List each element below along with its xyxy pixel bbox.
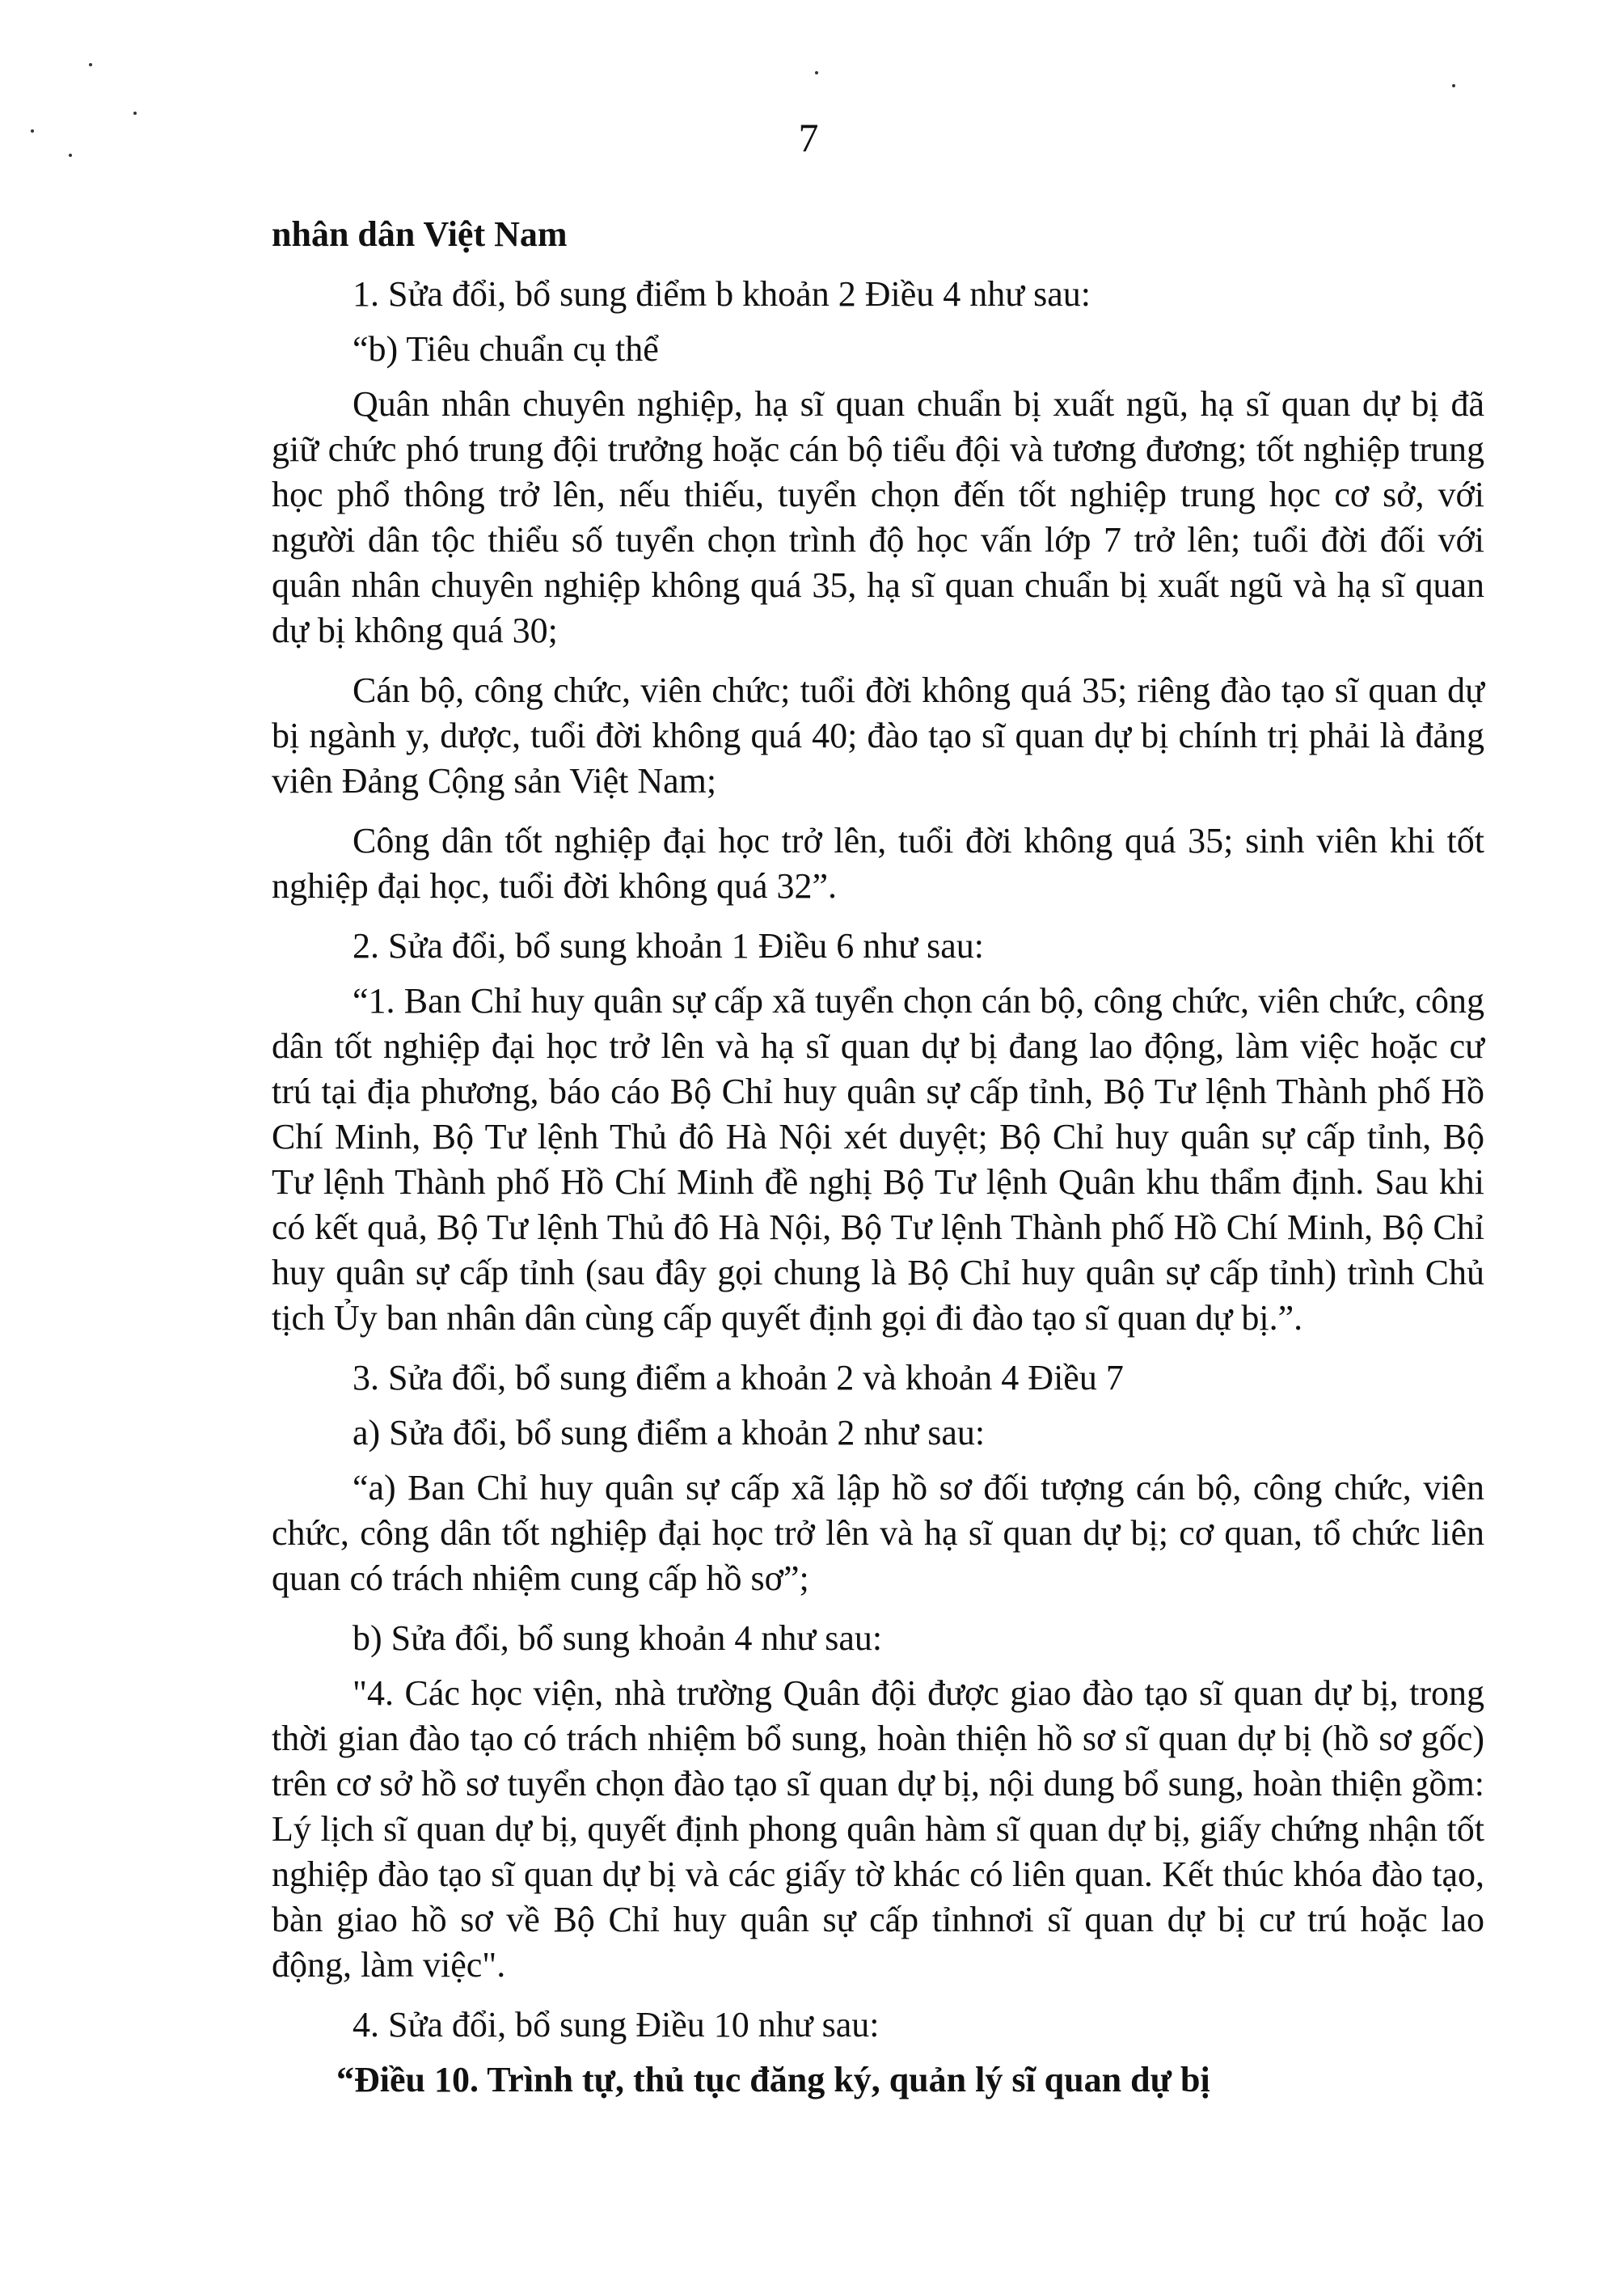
quoted-point-b: “b) Tiêu chuẩn cụ thể bbox=[353, 329, 659, 369]
amendment-item-1: 1. Sửa đổi, bổ sung điểm b khoản 2 Điều 4 như sau: bbox=[353, 274, 1091, 314]
criteria-paragraph-military: Quân nhân chuyên nghiệp, hạ sĩ quan chuẩn bị xuất ngũ, hạ sĩ quan dự bị đã giữ chức phó trung đội trưởng hoặc cán bộ tiểu đội và tương đương; tốt nghiệp trung học phổ thông trở lên, nếu thiếu, tuyển chọn đến tốt nghiệp trung học cơ sở, với người dân tộc thiểu số tuyển chọn trình độ học vấn lớp 7 trở lên; tuổi đời đối với quân nhân chuyên nghiệp không quá 35, hạ sĩ quan chuẩn bị xuất ngũ và hạ sĩ quan dự bị không quá 30; bbox=[272, 384, 1484, 650]
quoted-point-a: “a) Ban Chỉ huy quân sự cấp xã lập hồ sơ đối tượng cán bộ, công chức, viên chức, công dân tốt nghiệp đại học trở lên và hạ sĩ quan dự bị; cơ quan, tổ chức liên quan có trách nhiệm cung cấp hồ sơ”; bbox=[272, 1468, 1484, 1598]
amendment-item-2: 2. Sửa đổi, bổ sung khoản 1 Điều 6 như sau: bbox=[353, 926, 984, 966]
sub-item-a: a) Sửa đổi, bổ sung điểm a khoản 2 như sau: bbox=[353, 1413, 986, 1452]
criteria-paragraph-citizens: Công dân tốt nghiệp đại học trở lên, tuổi đời không quá 35; sinh viên khi tốt nghiệp đại học, tuổi đời không quá 32”. bbox=[272, 821, 1484, 906]
page-number: 7 bbox=[798, 115, 819, 160]
article-10-heading: “Điều 10. Trình tự, thủ tục đăng ký, quản lý sĩ quan dự bị bbox=[336, 2060, 1210, 2099]
quoted-clause-1: “1. Ban Chỉ huy quân sự cấp xã tuyển chọn cán bộ, công chức, viên chức, công dân tốt nghiệp đại học trở lên và hạ sĩ quan dự bị đang lao động, làm việc hoặc cư trú tại địa phương, báo cáo Bộ Chỉ huy quân sự cấp tỉnh, Bộ Tư lệnh Thành phố Hồ Chí Minh, Bộ Tư lệnh Thủ đô Hà Nội xét duyệt; Bộ Chỉ huy quân sự cấp tỉnh, Bộ Tư lệnh Thành phố Hồ Chí Minh đề nghị Bộ Tư lệnh Quân khu thẩm định. Sau khi có kết quả, Bộ Tư lệnh Thủ đô Hà Nội, Bộ Tư lệnh Thành phố Hồ Chí Minh, Bộ Chỉ huy quân sự cấp tỉnh (sau đây gọi chung là Bộ Chỉ huy quân sự cấp tỉnh) trình Chủ tịch Ủy ban nhân dân cùng cấp quyết định gọi đi đào tạo sĩ quan dự bị.”. bbox=[272, 981, 1484, 1338]
quoted-clause-4: "4. Các học viện, nhà trường Quân đội được giao đào tạo sĩ quan dự bị, trong thời gian đào tạo có trách nhiệm bổ sung, hoàn thiện hồ sơ sĩ quan dự bị (hồ sơ gốc) trên cơ sở hồ sơ tuyển chọn đào tạo sĩ quan dự bị, nội dung bổ sung, hoàn thiện gồm: Lý lịch sĩ quan dự bị, quyết định phong quân hàm sĩ quan dự bị, giấy chứng nhận tốt nghiệp đào tạo sĩ quan dự bị và các giấy tờ khác có liên quan. Kết thúc khóa đào tạo, bàn giao hồ sơ về Bộ Chỉ huy quân sự cấp tỉnhnơi sĩ quan dự bị cư trú hoặc lao động, làm việc". bbox=[272, 1673, 1484, 1985]
document-body bbox=[272, 212, 1484, 2117]
scan-speck bbox=[1452, 84, 1455, 87]
continued-heading: nhân dân Việt Nam bbox=[272, 214, 568, 254]
amendment-item-3: 3. Sửa đổi, bổ sung điểm a khoản 2 và khoản 4 Điều 7 bbox=[353, 1358, 1124, 1397]
scan-speck bbox=[89, 63, 92, 66]
sub-item-b: b) Sửa đổi, bổ sung khoản 4 như sau: bbox=[353, 1618, 883, 1658]
scan-speck bbox=[815, 71, 818, 74]
criteria-paragraph-officials: Cán bộ, công chức, viên chức; tuổi đời không quá 35; riêng đào tạo sĩ quan dự bị ngành y, dược, tuổi đời không quá 40; đào tạo sĩ quan dự bị chính trị phải là đảng viên Đảng Cộng sản Việt Nam; bbox=[272, 670, 1484, 801]
amendment-item-4: 4. Sửa đổi, bổ sung Điều 10 như sau: bbox=[353, 2005, 880, 2044]
